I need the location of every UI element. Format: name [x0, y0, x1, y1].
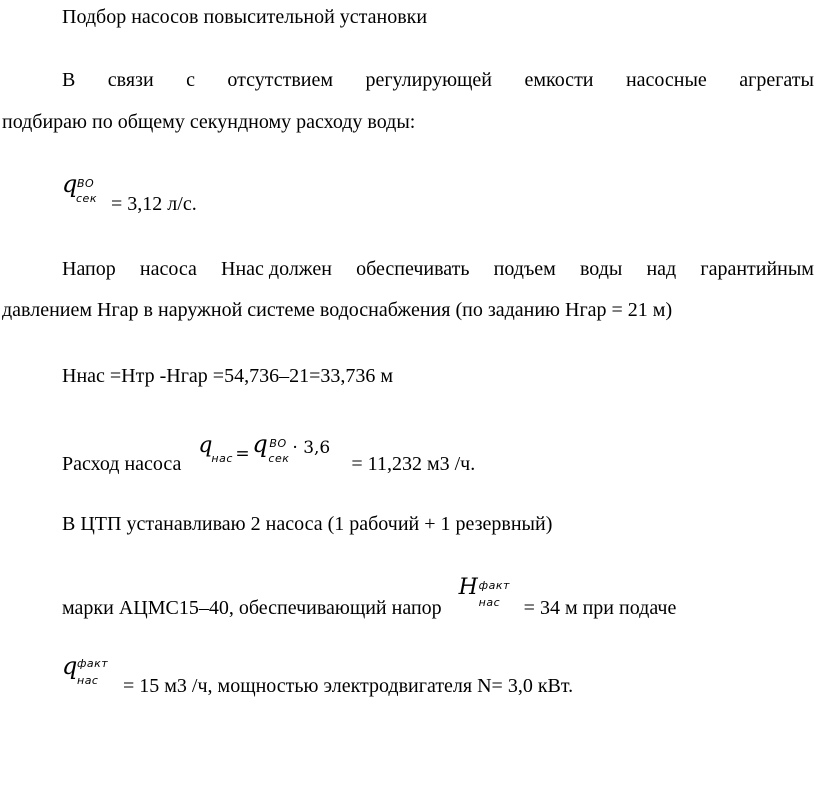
formula-symbol: q [252, 430, 268, 458]
supply-line [62, 652, 574, 698]
formula-superscript: факт [478, 579, 510, 592]
formula-symbol: q [62, 170, 78, 198]
word: агрегаты [739, 69, 814, 91]
paragraph-1-line-1 [62, 68, 814, 92]
word: воды [579, 258, 623, 280]
section-heading: Подбор насосов повысительной установки [62, 6, 428, 28]
formula-subscript: сек [76, 192, 97, 205]
word: Ннас должен [221, 258, 332, 280]
formula-subscript: нас [77, 674, 99, 687]
supply-value: = 15 м3 /ч, мощностью электродвигателя N= 3,0 кВт. [123, 675, 574, 697]
formula-symbol: q [62, 652, 78, 680]
formula-subscript: сек [268, 452, 290, 465]
word: обеспечивать [356, 258, 470, 280]
paragraph-1-line-2: подбираю по общему секундному расходу воды: [2, 111, 416, 133]
word: отсутствием [227, 69, 334, 91]
pump-flow-line [62, 430, 476, 476]
pump-brand-line [62, 575, 677, 620]
word: Напор [62, 258, 116, 280]
pump-brand-value: = 34 м при подаче [523, 597, 677, 619]
formula-equals: = [235, 444, 250, 464]
word: В [62, 69, 76, 91]
head-calculation: Ннас =Нтр -Нгар =54,736–21=33,736 м [62, 365, 394, 387]
pump-brand-prefix: марки АЦМС15–40, обеспечивающий напор [62, 597, 442, 619]
formula-subscript: нас [478, 596, 501, 609]
q-sec-value: = 3,12 л/с. [111, 193, 197, 215]
pump-flow-formula [198, 430, 336, 470]
formula-superscript: ВО [269, 437, 287, 450]
formula-subscript: нас [211, 452, 233, 465]
word: над [646, 258, 677, 280]
paragraph-2-line-1 [62, 257, 814, 281]
install-line: В ЦТП устанавливаю 2 насоса (1 рабочий + 1 резервный) [62, 513, 553, 535]
word: емкости [524, 69, 594, 91]
pump-flow-value: = 11,232 м3 /ч. [351, 453, 476, 475]
paragraph-2-line-2: давлением Нгар в наружной системе водоснабжения (по заданию Нгар = 21 м) [2, 299, 673, 321]
formula-symbol: H [458, 575, 478, 600]
word: насоса [139, 258, 197, 280]
formula-superscript: факт [77, 657, 109, 670]
head-fact-formula [458, 575, 517, 614]
supply-fact-formula [62, 652, 116, 692]
q-sec-line [62, 170, 197, 216]
pump-flow-prefix: Расход насоса [62, 453, 182, 475]
word: с [186, 69, 195, 91]
word: регулирующей [365, 69, 493, 91]
formula-symbol: q [198, 433, 213, 458]
word: гарантийным [700, 258, 814, 280]
formula-multiplier: · 3,6 [292, 438, 331, 458]
formula-superscript: ВО [77, 177, 95, 190]
q-sec-formula [62, 170, 102, 210]
word: связи [107, 69, 154, 91]
word: насосные [625, 69, 707, 91]
word: подъем [493, 258, 556, 280]
